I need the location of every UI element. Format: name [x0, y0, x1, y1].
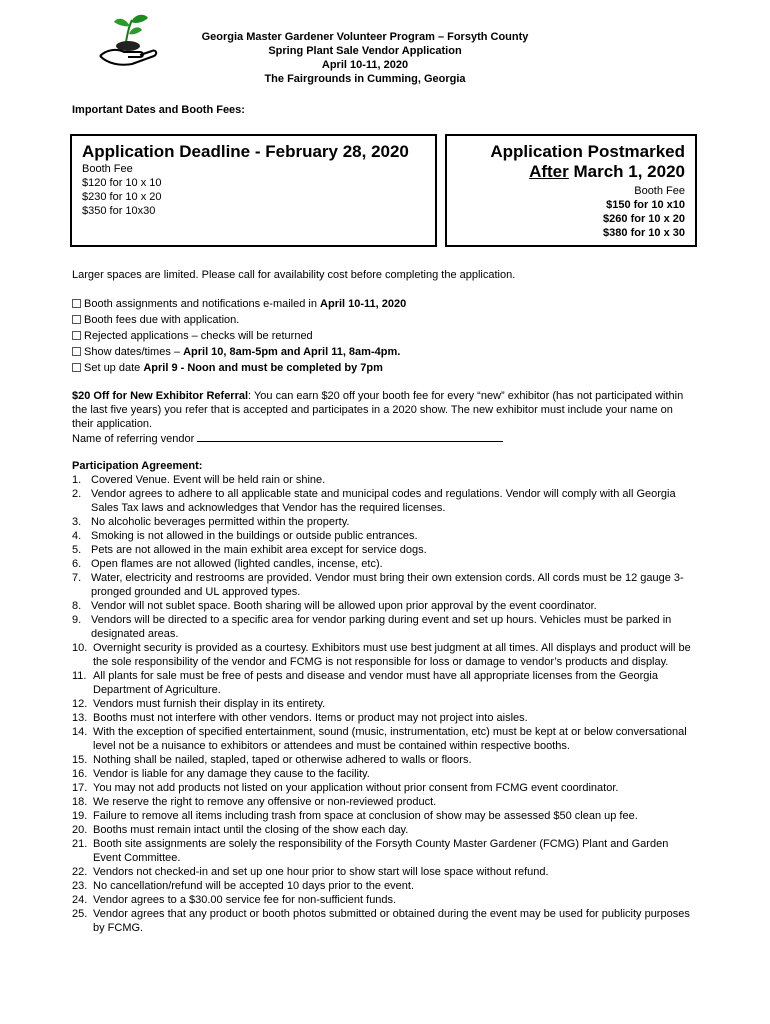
- agreement-item-number: 1.: [72, 474, 82, 486]
- header-dates: April 10-11, 2020: [321, 59, 409, 71]
- agreement-item-number: 25.: [72, 908, 88, 920]
- agreement-item-number: 9.: [72, 614, 82, 626]
- agreement-item-number: 17.: [72, 782, 88, 794]
- agreement-item-text: Smoking is not allowed in the buildings or outside public entrances.: [91, 530, 418, 542]
- agreement-item-text: Overnight security is provided as a courtesy. Exhibitors must use best judgment at all times. All displays and product will be the sole responsibility of the vendor and FCMG is not responsible for loss or damage to vendor’s products and display.: [93, 642, 691, 668]
- important-dates-heading: Important Dates and Booth Fees:: [72, 104, 245, 116]
- agreement-item-text: Nothing shall be nailed, stapled, taped or otherwise adhered to walls or floors.: [93, 754, 472, 766]
- agreement-item-number: 22.: [72, 866, 88, 878]
- larger-spaces-note: Larger spaces are limited. Please call for availability cost before completing the application.: [72, 269, 516, 281]
- document-header: [120, 30, 610, 86]
- fee-item: $120 for 10 x 10: [82, 177, 162, 189]
- agreement-item-text: Vendor agrees to adhere to all applicable state and municipal codes and regulations. Vendor will comply with all Georgia Sales Tax laws and acknowledges that Vendor has the required licenses.: [91, 488, 676, 514]
- agreement-item: [72, 837, 698, 865]
- agreement-item: [72, 907, 698, 935]
- agreement-item-number: 13.: [72, 712, 88, 724]
- agreement-item-number: 6.: [72, 558, 82, 570]
- agreement-item: [72, 515, 698, 529]
- agreement-item-text: We reserve the right to remove any offensive or non-reviewed product.: [93, 796, 437, 808]
- agreement-item: [72, 781, 698, 795]
- agreement-item-text: Failure to remove all items including trash from space at conclusion of show may be assessed $50 clean up fee.: [93, 810, 638, 822]
- agreement-item-text: Vendor agrees that any product or booth photos submitted or obtained during the event may be used for publicity purposes by FCMG.: [93, 908, 690, 934]
- agreement-item-number: 12.: [72, 698, 88, 710]
- agreement-item: [72, 571, 698, 599]
- agreement-item-number: 2.: [72, 488, 82, 500]
- agreement-item: [72, 641, 698, 669]
- agreement-item: [72, 529, 698, 543]
- checkbox-bullet-icon: [72, 315, 81, 324]
- checkbox-bullet-icon: [72, 347, 81, 356]
- fee-item: $380 for 10 x 30: [603, 227, 685, 239]
- late-title-line1: Application Postmarked: [490, 142, 685, 161]
- list-item: Booth assignments and notifications e-mailed in April 10-11, 2020: [72, 296, 406, 312]
- agreement-item-text: Booth site assignments are solely the responsibility of the Forsyth County Master Gardener (FCMG) Plant and Garden Event Committee.: [93, 838, 669, 864]
- agreement-item: [72, 669, 698, 697]
- referral-name-label: Name of referring vendor: [72, 433, 198, 445]
- participation-agreement: [72, 459, 698, 935]
- booth-fee-label: Booth Fee: [634, 185, 685, 197]
- agreement-item: [72, 865, 698, 879]
- agreement-item-text: Vendors will be directed to a specific area for vendor parking during event and set up hours. Vehicles must be parked in designated areas.: [91, 614, 672, 640]
- agreement-item-number: 5.: [72, 544, 82, 556]
- agreement-item-number: 24.: [72, 894, 88, 906]
- deadline-fee-box: [70, 134, 437, 247]
- agreement-item-number: 15.: [72, 754, 88, 766]
- agreement-item-text: Vendors must furnish their display in its entirety.: [93, 698, 326, 710]
- agreement-item-number: 18.: [72, 796, 88, 808]
- agreement-item: [72, 473, 698, 487]
- agreement-item-text: Vendor will not sublet space. Booth sharing will be allowed upon prior approval by the event coordinator.: [91, 600, 597, 612]
- referral-heading: $20 Off for New Exhibitor Referral: [72, 390, 249, 402]
- referral-name-row: [72, 431, 692, 446]
- header-title: Spring Plant Sale Vendor Application: [268, 45, 462, 57]
- agreement-item: [72, 697, 698, 711]
- list-item: Set up date April 9 - Noon and must be completed by 7pm: [72, 360, 406, 376]
- agreement-heading: Participation Agreement:: [72, 460, 203, 472]
- agreement-item-number: 11.: [72, 670, 87, 682]
- agreement-item: [72, 767, 698, 781]
- agreement-item-text: Open flames are not allowed (lighted candles, incense, etc).: [91, 558, 383, 570]
- agreement-item: [72, 599, 698, 613]
- agreement-item: [72, 809, 698, 823]
- list-item: Show dates/times – April 10, 8am-5pm and April 11, 8am-4pm.: [72, 344, 406, 360]
- late-fee-box: [445, 134, 697, 247]
- agreement-item-number: 3.: [72, 516, 82, 528]
- agreement-item-text: Booths must not interfere with other vendors. Items or product may not project into aisles.: [93, 712, 528, 724]
- agreement-item-text: You may not add products not listed on your application without prior consent from FCMG event coordinator.: [93, 782, 619, 794]
- agreement-item: [72, 711, 698, 725]
- list-item: Rejected applications – checks will be returned: [72, 328, 406, 344]
- referral-text: : You can earn $20 off your booth fee for every “new” exhibitor (has not participated within the last five years) you refer that is accepted and participates in a 2020 show. The new exhibitor must include your name on their application.: [72, 390, 684, 430]
- agreement-item-number: 10.: [72, 642, 88, 654]
- header-program: Georgia Master Gardener Volunteer Program – Forsyth County: [201, 31, 529, 43]
- header-location: The Fairgrounds in Cumming, Georgia: [264, 73, 466, 85]
- agreement-item-text: Booths must remain intact until the closing of the show each day.: [93, 824, 409, 836]
- agreement-list: [72, 473, 698, 935]
- agreement-item-number: 7.: [72, 572, 82, 584]
- agreement-item: [72, 487, 698, 515]
- fee-item: $230 for 10 x 20: [82, 191, 162, 203]
- agreement-item: [72, 753, 698, 767]
- after-word: After: [529, 162, 569, 181]
- agreement-item: [72, 613, 698, 641]
- agreement-item-number: 4.: [72, 530, 82, 542]
- agreement-item-number: 8.: [72, 600, 82, 612]
- checkbox-bullet-icon: [72, 331, 81, 340]
- key-dates-list: [72, 296, 406, 376]
- agreement-item-text: Vendor agrees to a $30.00 service fee for non-sufficient funds.: [93, 894, 397, 906]
- fee-item: $150 for 10 x10: [606, 199, 685, 211]
- list-item: Booth fees due with application.: [72, 312, 406, 328]
- referral-section: [72, 389, 692, 446]
- checkbox-bullet-icon: [72, 299, 81, 308]
- fee-item: $260 for 10 x 20: [603, 213, 685, 225]
- agreement-item-number: 20.: [72, 824, 88, 836]
- deadline-title: Application Deadline - February 28, 2020: [82, 142, 409, 161]
- agreement-item-text: No cancellation/refund will be accepted 10 days prior to the event.: [93, 880, 415, 892]
- booth-fee-label: Booth Fee: [82, 163, 133, 175]
- agreement-item-text: Vendor is liable for any damage they cause to the facility.: [93, 768, 370, 780]
- agreement-item-text: Water, electricity and restrooms are provided. Vendor must bring their own extension cords. All cords must be 12 gauge 3-pronged grounded and UL approved types.: [91, 572, 684, 598]
- agreement-item-number: 19.: [72, 810, 88, 822]
- late-date: March 1, 2020: [568, 162, 685, 181]
- agreement-item-text: Pets are not allowed in the main exhibit area except for service dogs.: [91, 544, 427, 556]
- agreement-item-number: 23.: [72, 880, 88, 892]
- agreement-item-number: 14.: [72, 726, 88, 738]
- agreement-item-text: All plants for sale must be free of pests and disease and vendor must have all appropriate licenses from the Georgia Department of Agriculture.: [93, 670, 658, 696]
- agreement-item: [72, 879, 698, 893]
- late-title-line2: [457, 162, 685, 182]
- agreement-item: [72, 725, 698, 753]
- referral-paragraph: [72, 389, 692, 431]
- agreement-item-number: 21.: [72, 838, 88, 850]
- agreement-item-number: 16.: [72, 768, 88, 780]
- checkbox-bullet-icon: [72, 363, 81, 372]
- agreement-item-text: Covered Venue. Event will be held rain or shine.: [91, 474, 326, 486]
- referral-name-field[interactable]: [197, 431, 503, 442]
- agreement-item: [72, 795, 698, 809]
- agreement-item-text: No alcoholic beverages permitted within the property.: [91, 516, 350, 528]
- agreement-item: [72, 557, 698, 571]
- agreement-item: [72, 893, 698, 907]
- agreement-item-text: With the exception of specified entertainment, sound (music, instrumentation, etc) must be kept at or below conversational level not be a nuisance to exhibitors or attendees and must be contained within respective booths.: [93, 726, 687, 752]
- fee-item: $350 for 10x30: [82, 205, 156, 217]
- agreement-item: [72, 823, 698, 837]
- agreement-item-text: Vendors not checked-in and set up one hour prior to show start will lose space without refund.: [93, 866, 549, 878]
- agreement-item: [72, 543, 698, 557]
